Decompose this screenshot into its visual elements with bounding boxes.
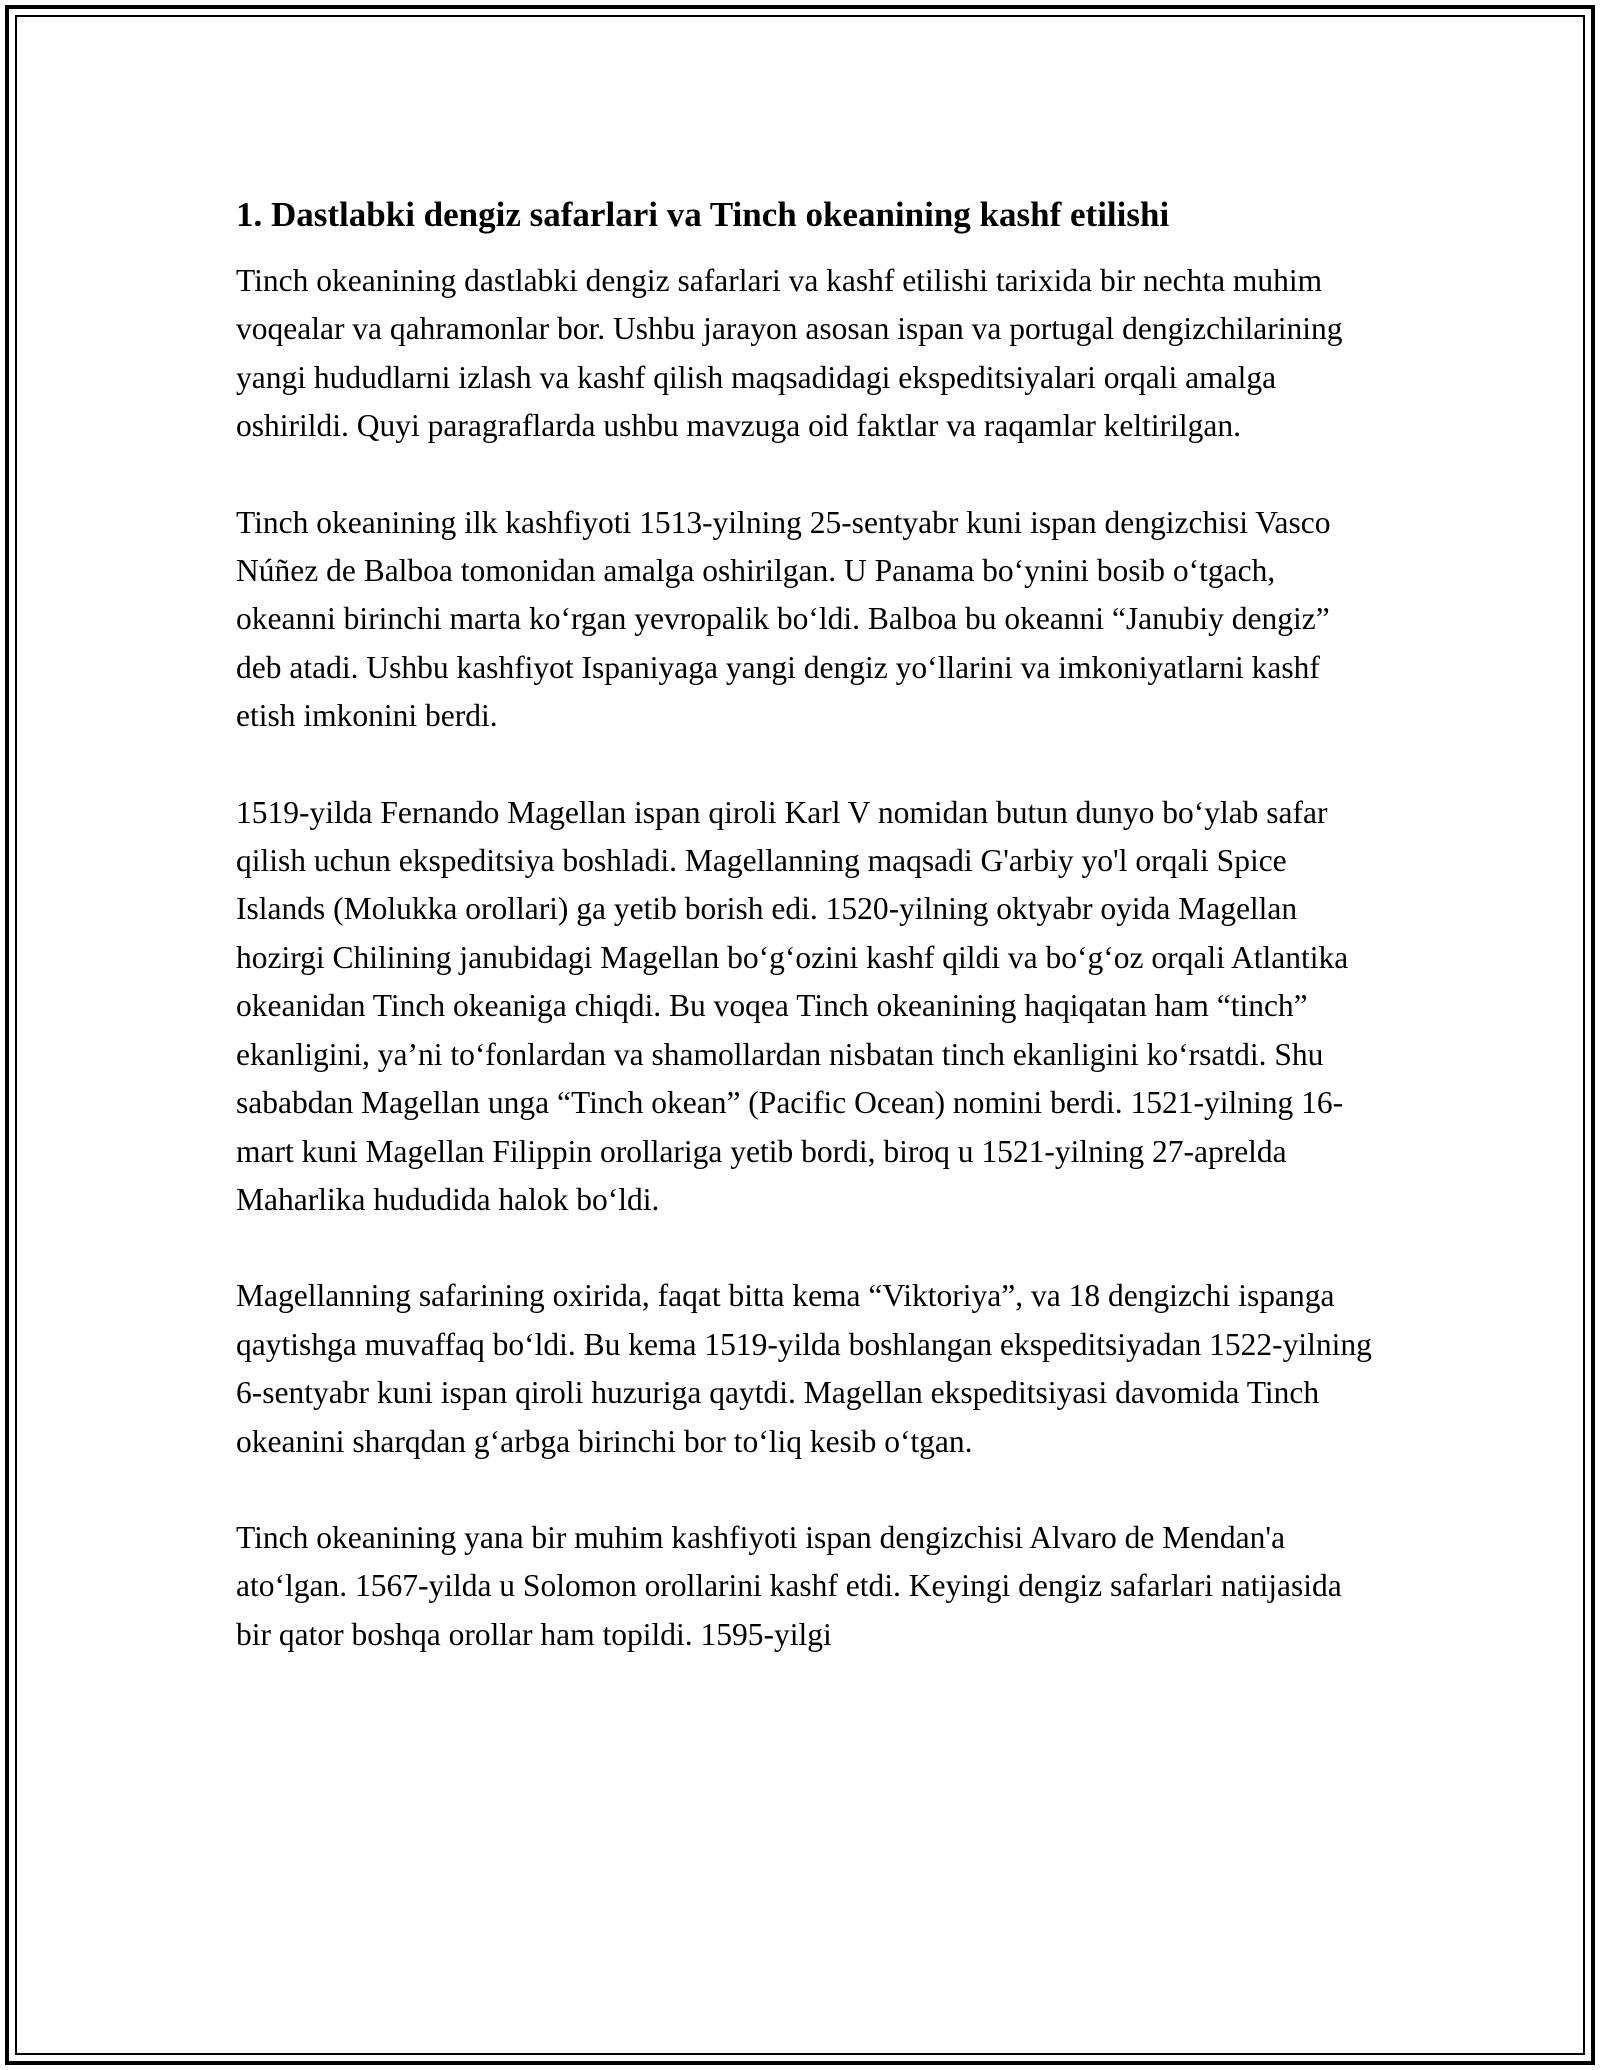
document-body <box>236 185 1376 1707</box>
paragraph-magellan: 1519-yilda Fernando Magellan ispan qiroli Karl V nomidan butun dunyo boʻylab safar qilish uchun ekspeditsiya boshladi. Magellanning maqsadi G'arbiy yo'l orqali Spice Islands (Molukka orollari) ga yetib borish edi. 1520-yilning oktyabr oyida Magellan hozirgi Chilining janubidagi Magellan boʻgʻozini kashf qildi va boʻgʻoz orqali Atlantika okeanidan Tinch okeaniga chiqdi. Bu voqea Tinch okeanining haqiqatan ham “tinch” ekanligini, yaʼni toʻfonlardan va shamollardan nisbatan tinch ekanligini koʻrsatdi. Shu sababdan Magellan unga “Tinch okean” (Pacific Ocean) nomini berdi. 1521-yilning 16-mart kuni Magellan Filippin orollariga yetib bordi, biroq u 1521-yilning 27-aprelda Maharlika hududida halok boʻldi. <box>236 794 1349 1217</box>
section-heading: 1. Dastlabki dengiz safarlari va Tinch okeanining kashf etilishi <box>236 195 1170 234</box>
paragraph-intro: Tinch okeanining dastlabki dengiz safarlari va kashf etilishi tarixida bir nechta muhim voqealar va qahramonlar bor. Ushbu jarayon asosan ispan va portugal dengizchilarining yangi hududlarni izlash va kashf qilish maqsadidagi ekspeditsiyalari orqali amalga oshirildi. Quyi paragraflarda ushbu mavzuga oid faktlar va raqamlar keltirilgan. <box>236 263 1343 444</box>
paragraph-mendana: Tinch okeanining yana bir muhim kashfiyoti ispan dengizchisi Alvaro de Mendan'a atoʻlgan. 1567-yilda u Solomon orollarini kashf etdi. Keyingi dengiz safarlari natijasida bir qator boshqa orollar ham topildi. 1595-yilgi <box>236 1519 1342 1652</box>
paragraph-balboa: Tinch okeanining ilk kashfiyoti 1513-yilning 25-sentyabr kuni ispan dengizchisi Vasco Núñez de Balboa tomonidan amalga oshirilgan. U Panama boʻynini bosib oʻtgach, okeanni birinchi marta koʻrgan yevropalik boʻldi. Balboa bu okeanni “Janubiy dengiz” deb atadi. Ushbu kashfiyot Ispaniyaga yangi dengiz yoʻllarini va imkoniyatlarni kashf etish imkonini berdi. <box>236 504 1331 734</box>
paragraph-viktoriya: Magellanning safarining oxirida, faqat bitta kema “Viktoriya”, va 18 dengizchi ispanga qaytishga muvaffaq boʻldi. Bu kema 1519-yilda boshlangan ekspeditsiyadan 1522-yilning 6-sentyabr kuni ispan qiroli huzuriga qaytdi. Magellan ekspeditsiyasi davomida Tinch okeanini sharqdan gʻarbga birinchi bor toʻliq kesib oʻtgan. <box>236 1278 1372 1459</box>
